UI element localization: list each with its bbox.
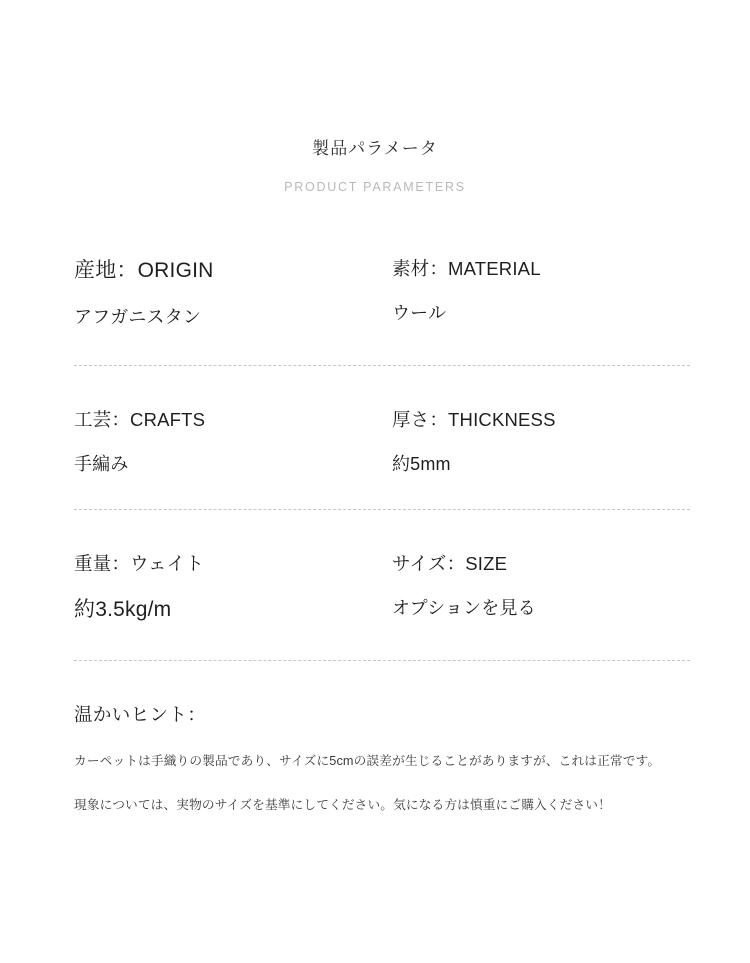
page-subtitle: PRODUCT PARAMETERS xyxy=(284,180,466,195)
spec-table xyxy=(0,257,750,660)
spec-label-material: 素材：MATERIAL xyxy=(392,258,541,280)
page-title: 製品パラメータ xyxy=(312,139,438,158)
notes-section xyxy=(0,703,750,815)
spec-label-weight: 重量：ウェイト xyxy=(74,553,205,575)
spec-value-crafts: 手編み xyxy=(74,453,129,474)
page-header xyxy=(0,0,750,195)
spec-value-material: ウール xyxy=(392,303,447,324)
spec-cell-origin xyxy=(74,257,382,329)
spec-value-thickness: 約5mm xyxy=(392,453,451,474)
spec-value-origin: アフガニスタン xyxy=(74,306,202,327)
spec-label-origin: 産地：ORIGIN xyxy=(74,259,214,283)
spec-row xyxy=(74,408,690,476)
spec-value-size[interactable]: オプションを見る xyxy=(392,598,536,619)
spec-cell-weight xyxy=(74,552,382,624)
spec-divider xyxy=(74,660,690,661)
spec-row xyxy=(74,552,690,624)
spec-cell-crafts xyxy=(74,408,382,476)
note-line-1: カーペットは手織りの製品であり、サイズに5cmの誤差が生じることがありますが、これは正常です。 xyxy=(74,753,661,768)
spec-label-thickness: 厚さ：THICKNESS xyxy=(392,408,556,430)
spec-label-size: サイズ：SIZE xyxy=(392,553,508,575)
spec-cell-material xyxy=(382,257,690,325)
spacer xyxy=(74,510,690,552)
notes-title: 温かいヒント： xyxy=(74,703,207,725)
spec-cell-thickness xyxy=(382,408,690,476)
spec-value-weight: 約3.5kg/m xyxy=(74,598,172,622)
spacer xyxy=(74,366,690,408)
note-line-2: 現象については、実物のサイズを基準にしてください。気になる方は慎重にご購入ください！ xyxy=(74,797,611,812)
spec-label-crafts: 工芸：CRAFTS xyxy=(74,408,206,430)
spec-row xyxy=(74,257,690,329)
spec-cell-size xyxy=(382,552,690,620)
